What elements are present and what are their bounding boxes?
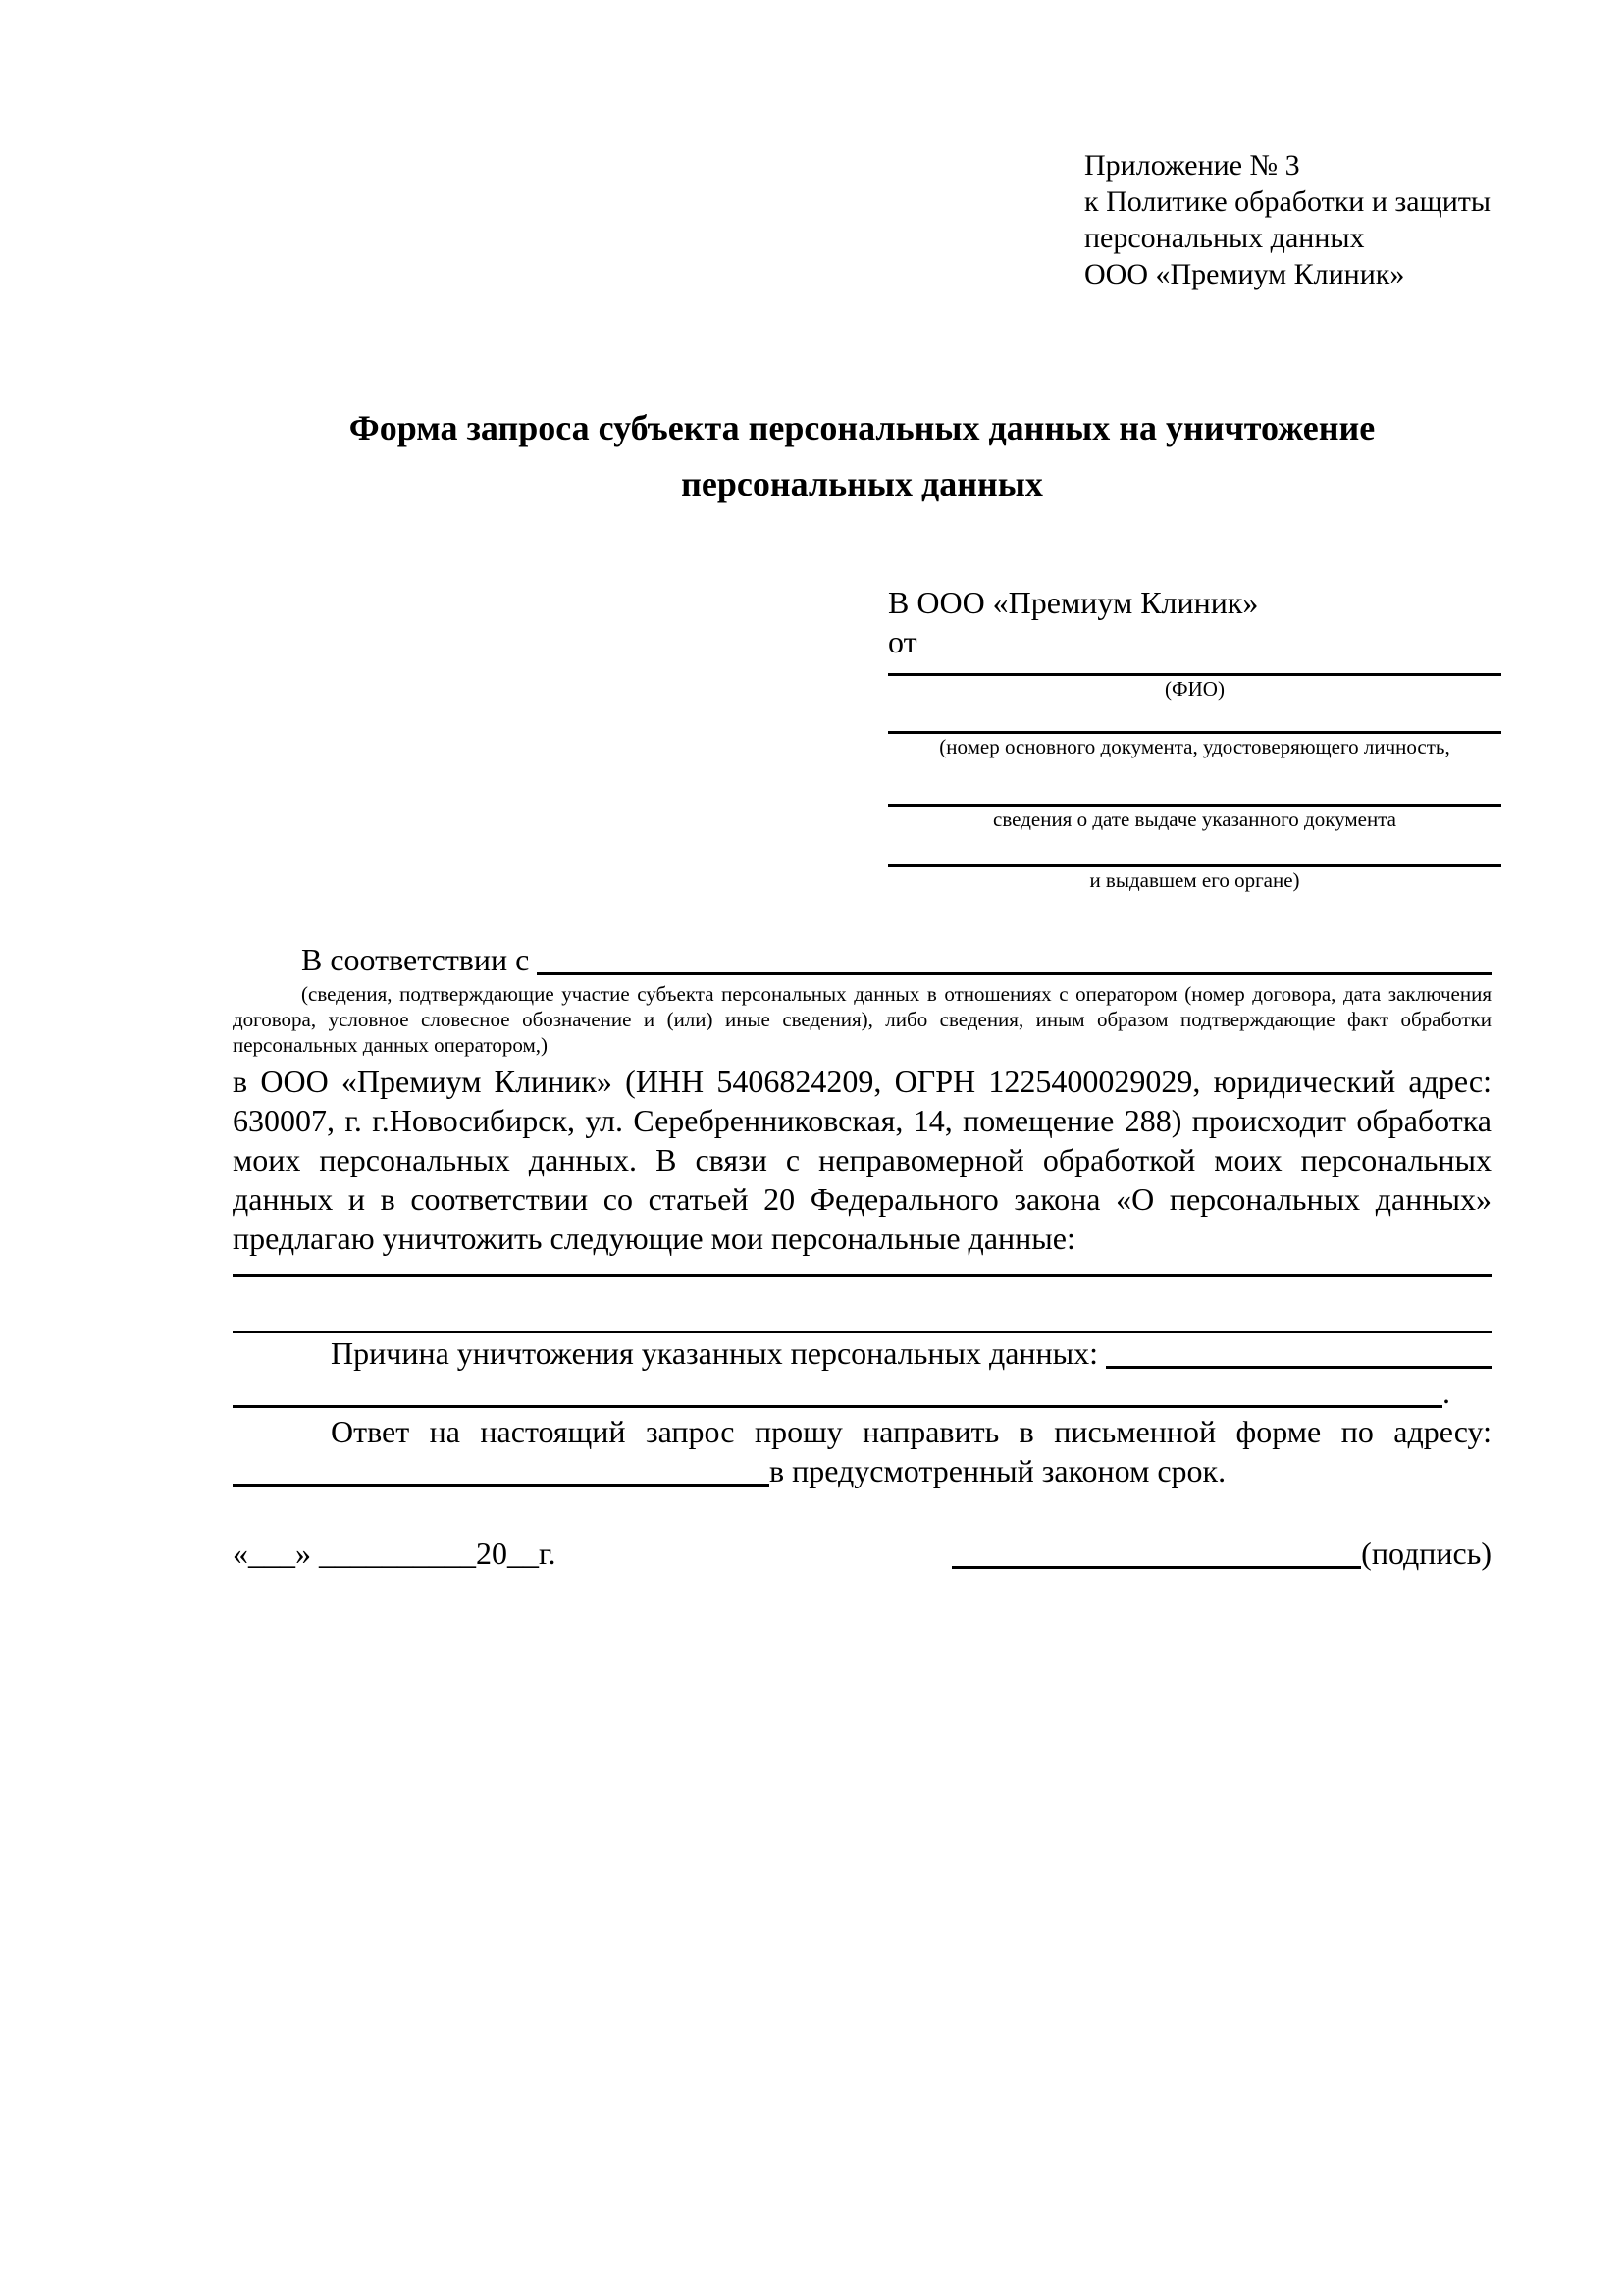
appendix-header-line: персональных данных — [1084, 222, 1365, 254]
response-tail: в предусмотренный законом срок. — [769, 1453, 1227, 1488]
response-paragraph: Ответ на настоящий запрос прошу направить в письменной форме по адресу: — [331, 1414, 1492, 1449]
doc-issue-date-blank-line — [888, 759, 1501, 807]
doc-issuer-caption: и выдавшем его органе) — [1089, 868, 1300, 892]
date-signature-row — [233, 1534, 1492, 1573]
reason-label: Причина уничтожения указанных персональных данных: — [331, 1335, 1099, 1371]
personal-data-blank-line-1 — [233, 1258, 1492, 1277]
reason-row — [233, 1333, 1492, 1373]
personal-data-blank-line-2 — [233, 1277, 1492, 1333]
addressee-from: от — [888, 624, 917, 659]
fio-blank-line — [888, 661, 1501, 676]
accordance-label: В соответствии с — [301, 942, 530, 977]
reason-continuation-blank-line — [233, 1373, 1442, 1408]
response-address-row — [233, 1451, 1492, 1490]
accordance-note: (сведения, подтверждающие участие субъекта персональных данных в отношениях с оператором (номер договора, дата заключения договора, условное словесное обозначение и (или) иные сведения), либо сведения, иным образом подтверждающие факт обработки персональных данных оператором,) — [233, 982, 1492, 1057]
signature-caption: (подпись) — [1361, 1536, 1492, 1571]
reason-continuation-row — [233, 1373, 1492, 1412]
accordance-row — [233, 940, 1492, 979]
accordance-blank-line — [537, 940, 1492, 975]
appendix-header-line: к Политике обработки и защиты — [1084, 185, 1492, 218]
reason-blank-line — [1106, 1333, 1492, 1369]
signature-blank-line — [952, 1534, 1361, 1569]
line-terminator: . — [1442, 1375, 1450, 1410]
doc-issue-date-caption: сведения о дате выдаче указанного документа — [993, 808, 1396, 831]
appendix-header — [1084, 147, 1536, 292]
addressee-block — [888, 583, 1501, 893]
date-field: «___» __________20__г. — [233, 1536, 556, 1571]
addressee-to: В ООО «Премиум Клиник» — [888, 585, 1259, 620]
address-blank-line — [233, 1451, 769, 1487]
appendix-header-line: ООО «Премиум Клиник» — [1084, 258, 1405, 290]
signature-group — [952, 1534, 1492, 1573]
body-block — [233, 940, 1492, 1573]
appendix-header-line: Приложение № 3 — [1084, 149, 1300, 182]
fio-caption: (ФИО) — [1165, 677, 1225, 701]
doc-issuer-blank-line — [888, 832, 1501, 867]
form-title: Форма запроса субъекта персональных данных на уничтожение персональных данных — [348, 408, 1376, 503]
doc-number-caption: (номер основного документа, удостоверяющего личность, — [939, 735, 1450, 758]
main-paragraph: в ООО «Премиум Клиник» (ИНН 5406824209, ОГРН 1225400029029, юридический адрес: 630007, г. г.Новосибирск, ул. Серебренниковская, 14, помещение 288) происходит обработка моих персональных данных. В связи с неправомерной обработкой моих персональных данных и в соответствии со статьей 20 Федерального закона «О персональных данных» предлагаю уничтожить следующие мои персональные данные: — [233, 1064, 1492, 1256]
doc-number-blank-line — [888, 702, 1501, 734]
